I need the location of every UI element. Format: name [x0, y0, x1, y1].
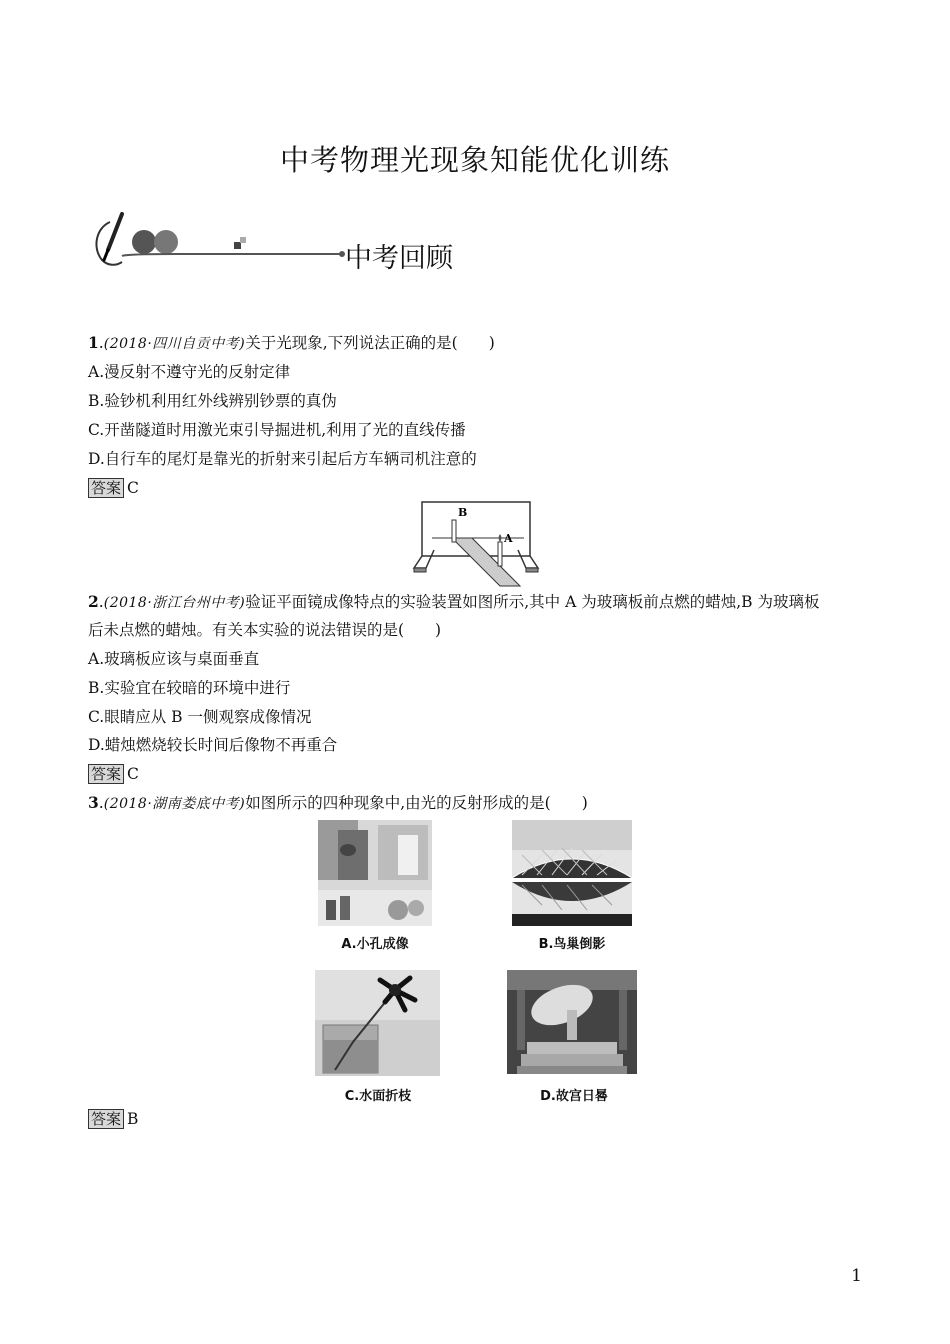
paintbrush-icon	[96, 214, 122, 265]
q3-answer: 答案 B	[88, 1109, 138, 1129]
answer-tag: 答案	[88, 764, 124, 784]
q3-stem: 3.(2018·湖南娄底中考)如图所示的四种现象中,由光的反射形成的是( )	[88, 793, 588, 812]
banner-circle-1	[132, 230, 156, 254]
caption-a: A.小孔成像	[341, 937, 409, 952]
caption-b: B.鸟巢倒影	[538, 937, 606, 952]
q1-option-a: A.漫反射不遵守光的反射定律	[88, 363, 291, 381]
q2-option-c: C.眼睛应从 B 一侧观察成像情况	[88, 708, 312, 726]
q2-option-b: B.实验宜在较暗的环境中进行	[88, 679, 291, 697]
q1-option-d: D.自行车的尾灯是靠光的折射来引起后方车辆司机注意的	[88, 450, 477, 468]
q2-option-d: D.蜡烛燃烧较长时间后像物不再重合	[88, 736, 338, 754]
figure-label-b: B	[458, 506, 468, 519]
q1-stem: 1.(2018·四川自贡中考)关于光现象,下列说法正确的是( )	[88, 333, 495, 352]
q2-answer: 答案 C	[88, 764, 139, 784]
q1-source: (2018·四川自贡中考)	[103, 336, 246, 352]
q1-option-c: C.开凿隧道时用激光束引导掘进机,利用了光的直线传播	[88, 421, 466, 439]
banner-circle-2	[154, 230, 178, 254]
pinhole-imaging-photo	[318, 820, 432, 926]
answer-tag: 答案	[88, 1109, 124, 1129]
caption-d: D.故宫日晷	[540, 1089, 608, 1104]
birds-nest-reflection-photo	[512, 820, 632, 926]
q2-stem-line1: 2.(2018·浙江台州中考)验证平面镜成像特点的实验装置如图所示,其中 A 为玻璃板前点燃的蜡烛,B 为玻璃板	[88, 592, 820, 611]
q2-stem-line2: 后未点燃的蜡烛。有关本实验的说法错误的是( )	[88, 621, 442, 639]
water-refraction-branch-photo	[315, 970, 440, 1076]
page-number: 1	[851, 1266, 862, 1286]
q2-option-a: A.玻璃板应该与桌面垂直	[88, 650, 260, 668]
section-title: 中考回顾	[345, 243, 453, 274]
forbidden-city-sundial-photo	[507, 970, 637, 1074]
q2-source: (2018·浙江台州中考)	[103, 595, 246, 611]
q3-source: (2018·湖南娄底中考)	[103, 796, 246, 812]
figure-label-a: A	[504, 532, 513, 545]
q1-answer: 答案 C	[88, 478, 139, 498]
plane-mirror-experiment-figure	[412, 498, 542, 590]
page-title: 中考物理光现象知能优化训练	[279, 143, 670, 177]
q1-option-b: B.验钞机利用红外线辨别钞票的真伪	[88, 392, 337, 410]
caption-c: C.水面折枝	[344, 1089, 412, 1104]
answer-tag: 答案	[88, 478, 124, 498]
